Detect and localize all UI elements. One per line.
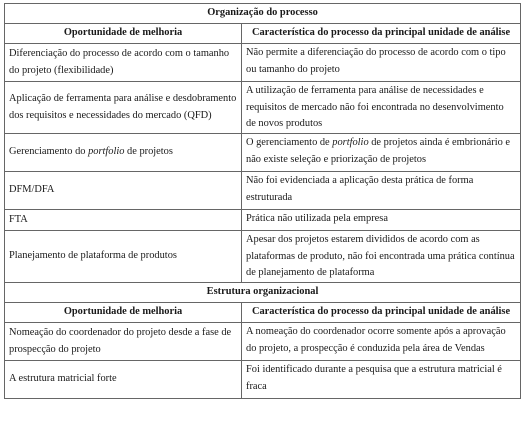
opportunity-cell: DFM/DFA [5,172,242,210]
table-row [5,210,521,231]
opportunity-text-start: Gerenciamento do [9,146,89,158]
header-row [5,24,521,44]
column-header-opportunity: Oportunidade de melhoria [5,303,242,323]
opportunity-cell: FTA [5,210,242,231]
table-row [5,134,521,172]
opportunity-cell: Aplicação de ferramenta para análise e desdobramento dos requisitos e necessidades do mercado (QFD) [5,82,242,134]
characteristic-cell: A utilização de ferramenta para análise de necessidades e requisitos de mercado não foi encontrada no desenvolvimento de novos produtos [242,82,521,134]
characteristic-text-end: de projetos ainda é embrionário e não existe seleção e priorização de projetos [246,137,511,165]
section-row [5,4,521,24]
opportunity-cell: Planejamento de plataforma de produtos [5,231,242,283]
improvement-table-document [4,3,520,399]
opportunity-cell: A estrutura matricial forte [5,361,242,399]
characteristic-cell: Apesar dos projetos estarem divididos de acordo com as plataformas de produto, não foi encontrada uma prática contínua de planejamento de plataforma [242,231,521,283]
table-row [5,323,521,361]
table-row [5,82,521,134]
section-title: Organização do processo [5,4,521,24]
column-header-characteristic: Característica do processo da principal unidade de análise [242,303,521,323]
characteristic-cell: Não permite a diferenciação do processo de acordo com o tipo ou tamanho do projeto [242,44,521,82]
opportunity-cell: Diferenciação do processo de acordo com o tamanho do projeto (flexibilidade) [5,44,242,82]
table-row [5,172,521,210]
characteristic-cell: Não foi evidenciada a aplicação desta prática de forma estruturada [242,172,521,210]
opportunity-text-italic: portfolio [88,146,125,158]
table-row [5,361,521,399]
column-header-opportunity: Oportunidade de melhoria [5,24,242,44]
characteristic-text-italic: portfolio [332,137,369,148]
table-row [5,231,521,283]
opportunity-cell [5,134,242,172]
header-row [5,303,521,323]
characteristic-text-start: O gerenciamento de [246,137,333,148]
section-title: Estrutura organizacional [5,283,521,303]
characteristic-cell: A nomeação do coordenador ocorre somente após a aprovação do projeto, a prospecção é conduzida pela área de Vendas [242,323,521,361]
characteristic-cell: Foi identificado durante a pesquisa que a estrutura matricial é fraca [242,361,521,399]
characteristic-cell: Prática não utilizada pela empresa [242,210,521,231]
section-row [5,283,521,303]
opportunity-cell: Nomeação do coordenador do projeto desde a fase de prospecção do projeto [5,323,242,361]
column-header-characteristic: Característica do processo da principal unidade de análise [242,24,521,44]
improvement-table [4,3,521,399]
opportunity-text-end: de projetos [124,146,173,158]
characteristic-cell [242,134,521,172]
table-row [5,44,521,82]
